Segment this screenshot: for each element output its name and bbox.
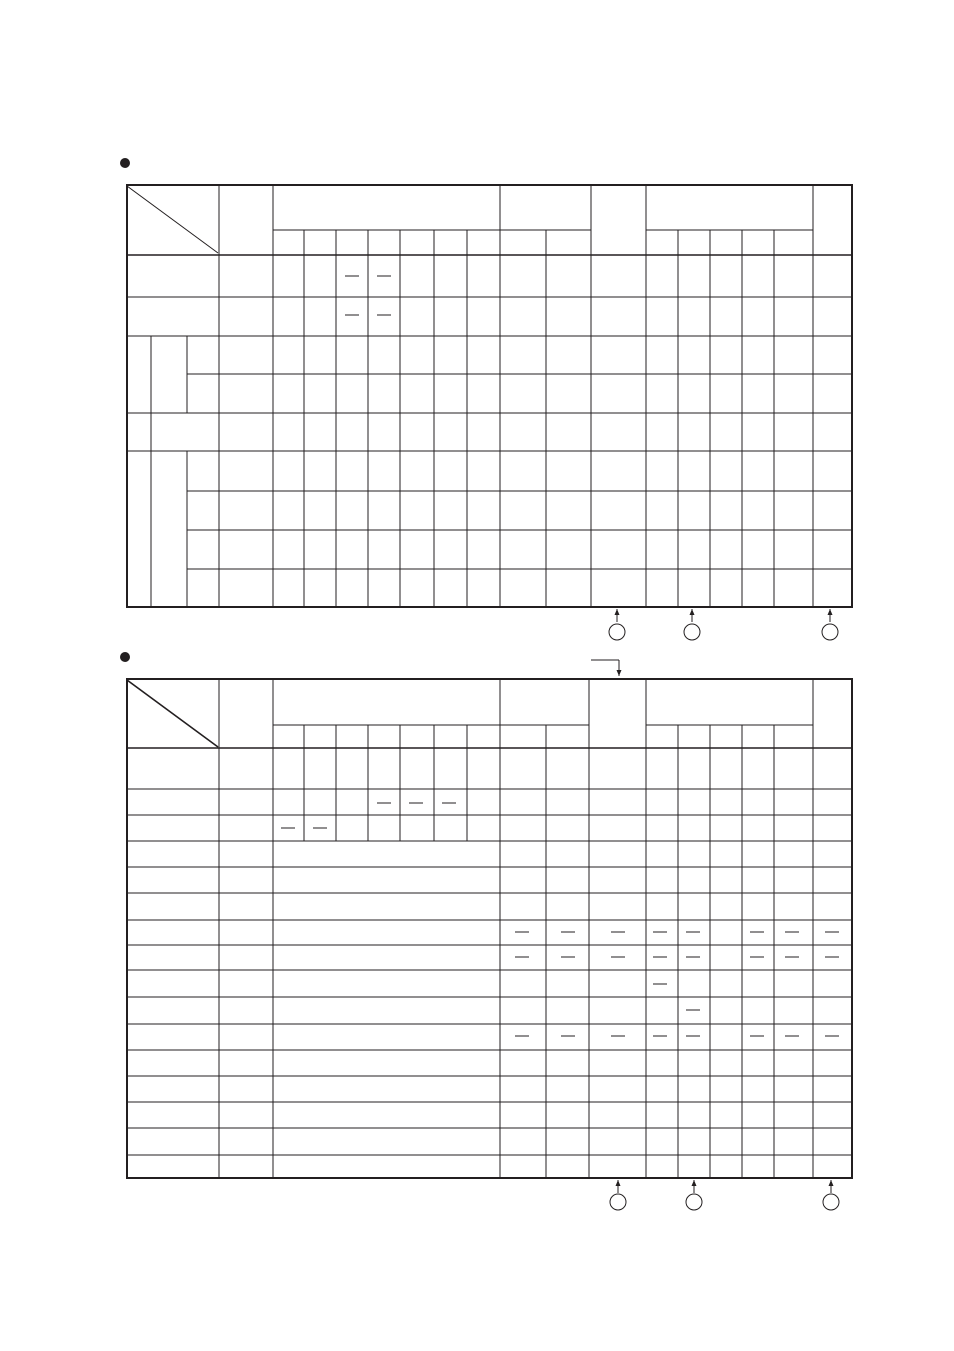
arrow-up-icon [615,609,620,615]
callout-circle-icon [610,1194,626,1210]
lower-table-border [127,679,852,1178]
arrow-up-icon [829,1180,834,1186]
callout-circle-icon [684,624,700,640]
upper-table-border [127,185,852,607]
header-diagonal-line [127,186,218,253]
callout-circle-icon [686,1194,702,1210]
header-diagonal-line [127,680,218,747]
arrow-up-icon [690,609,695,615]
callout-circle-icon [823,1194,839,1210]
arrow-up-icon [828,609,833,615]
callout-circle-icon [609,624,625,640]
arrow-down-icon [617,670,622,676]
arrow-up-icon [616,1180,621,1186]
arrow-up-icon [692,1180,697,1186]
callout-circle-icon [822,624,838,640]
